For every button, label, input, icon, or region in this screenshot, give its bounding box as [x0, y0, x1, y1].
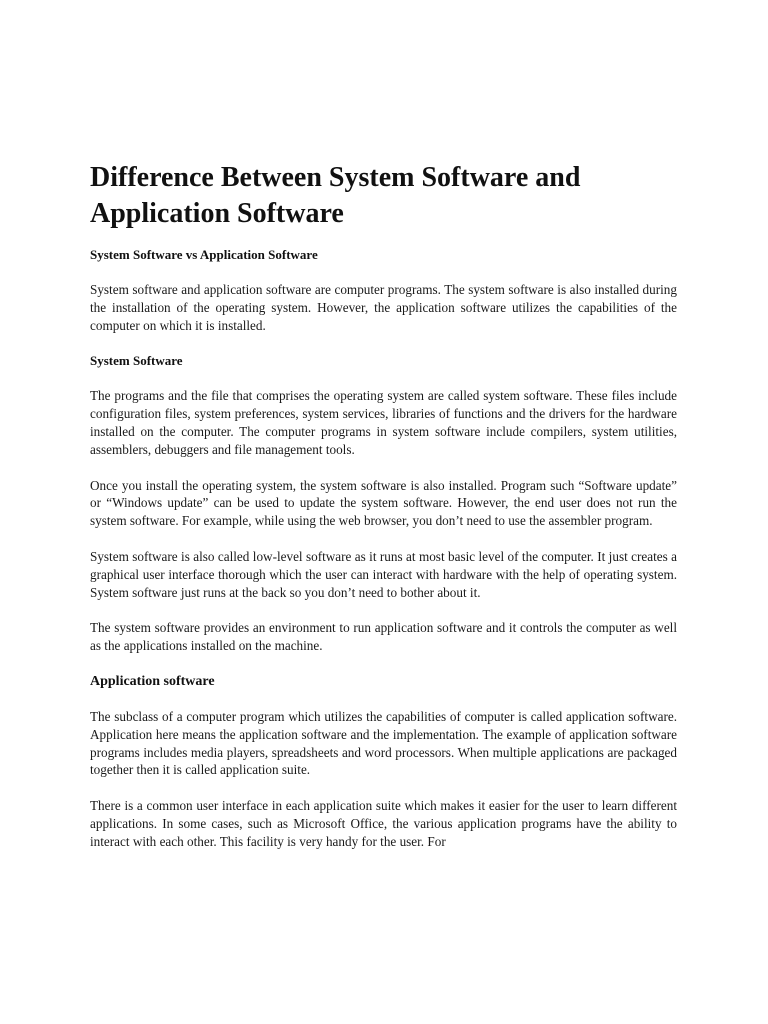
document-page [90, 160, 677, 869]
system-software-paragraph-4: The system software provides an environment to run application software and it controls the computer as well as the applications installed on the machine. [90, 620, 677, 654]
intro-paragraph: System software and application software are computer programs. The system software is also installed during the installation of the operating system. However, the application software utilizes the capabilities of the computer on which it is installed. [90, 282, 677, 333]
section-heading-system-software: System Software [90, 353, 183, 369]
section-heading-application-software: Application software [90, 673, 215, 689]
application-software-paragraph-2: There is a common user interface in each application suite which makes it easier for the user to learn different applications. In some cases, such as Microsoft Office, the various application programs have the ability to interact with each other. This facility is very handy for the user. For [90, 798, 677, 849]
application-software-paragraph-1: The subclass of a computer program which utilizes the capabilities of computer is called application software. Application here means the application software and the implementation. The example of application software programs includes media players, spreadsheets and word processors. When multiple applications are packaged together then it is called application suite. [90, 708, 677, 778]
document-subtitle: System Software vs Application Software [90, 247, 318, 262]
system-software-paragraph-3: System software is also called low-level software as it runs at most basic level of the computer. It just creates a graphical user interface thorough which the user can interact with hardware with the help of operating system. System software just runs at the back so you don’t need to bother about it. [90, 548, 677, 600]
system-software-paragraph-2: Once you install the operating system, the system software is also installed. Program such “Software update” or “Windows update” can be used to update the system software. However, the end user does not run the system software. For example, while using the web browser, you don’t need to use the assembler program. [90, 477, 677, 529]
document-title: Difference Between System Software and Application Software [90, 162, 581, 229]
system-software-paragraph-1: The programs and the file that comprises the operating system are called system software. These files include configuration files, system preferences, system services, libraries of functions and the drivers for the hardware installed on the computer. The computer programs in system software include compilers, system utilities, assemblers, debuggers and file management tools. [90, 388, 677, 457]
